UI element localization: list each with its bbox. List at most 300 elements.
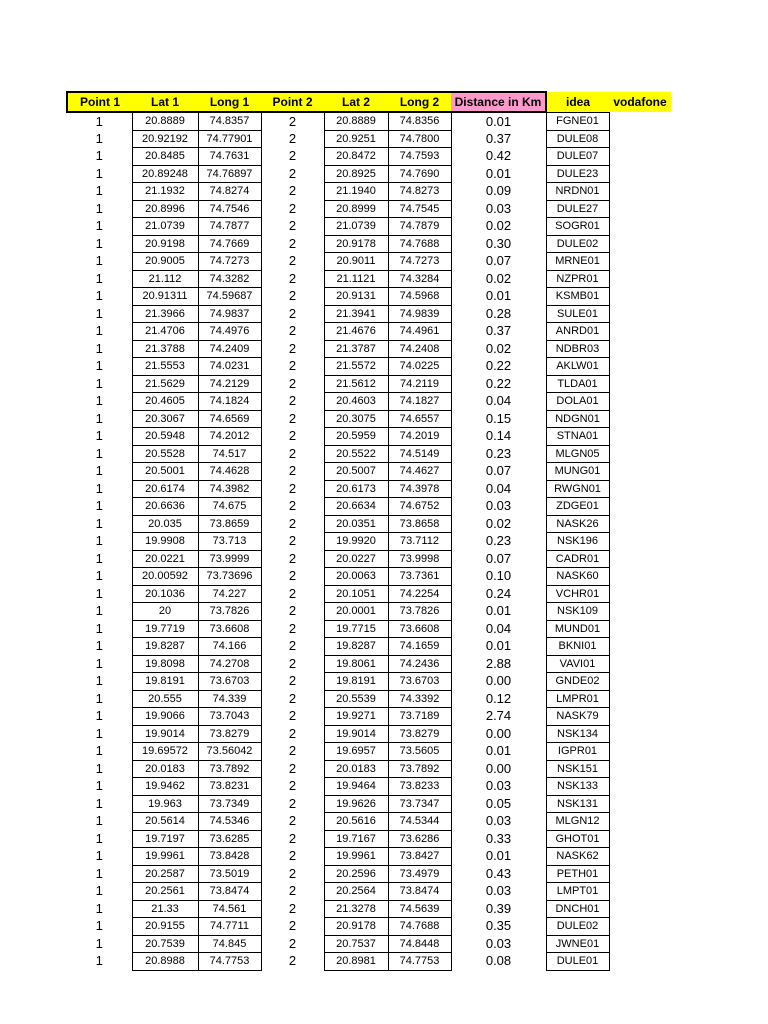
cell-lat2: 20.7537: [324, 935, 388, 953]
cell-distance: 0.15: [485, 410, 512, 426]
cell-vodafone: [609, 463, 671, 481]
cell-point1: 1: [95, 760, 103, 776]
cell-idea: MUNG01: [546, 463, 609, 481]
cell-long2: 74.7879: [388, 218, 451, 236]
cell-vodafone: [609, 428, 671, 446]
cell-vodafone: [609, 550, 671, 568]
cell-point1: 1: [95, 375, 103, 391]
cell-point1: 1: [95, 463, 103, 479]
cell-long1: 73.5019: [198, 865, 261, 883]
cell-idea: RWGN01: [546, 480, 609, 498]
cell-lat1: 20.00592: [132, 568, 198, 586]
cell-point1: 1: [95, 778, 103, 794]
cell-point2: 2: [288, 130, 297, 146]
cell-distance: 0.35: [485, 918, 512, 934]
table-row: [67, 410, 671, 428]
cell-point2: 2: [288, 760, 297, 776]
table-row: [67, 305, 671, 323]
cell-lat2: 19.7167: [324, 830, 388, 848]
cell-point1: 1: [95, 305, 103, 321]
cell-vodafone: [609, 708, 671, 726]
cell-lat2: 20.9131: [324, 288, 388, 306]
cell-long2: 74.7690: [388, 165, 451, 183]
table-row: [67, 288, 671, 306]
cell-lat1: 19.9014: [132, 725, 198, 743]
cell-distance: 0.37: [485, 130, 512, 146]
cell-lat1: 20.035: [132, 515, 198, 533]
cell-long1: 74.675: [198, 498, 261, 516]
cell-vodafone: [609, 655, 671, 673]
table-row: [67, 568, 671, 586]
cell-long2: 74.2119: [388, 375, 451, 393]
cell-point1: 1: [95, 270, 103, 286]
cell-point2: 2: [288, 708, 297, 724]
cell-vodafone: [609, 218, 671, 236]
cell-idea: NDBR03: [546, 340, 609, 358]
cell-distance: 0.01: [485, 113, 512, 129]
cell-point2: 2: [288, 445, 297, 461]
cell-idea: DULE02: [546, 235, 609, 253]
cell-idea: DULE08: [546, 130, 609, 148]
cell-lat2: 19.8061: [324, 655, 388, 673]
cell-distance: 0.03: [485, 813, 512, 829]
cell-lat2: 21.5572: [324, 358, 388, 376]
cell-lat1: 20.89248: [132, 165, 198, 183]
cell-point1: 1: [95, 165, 103, 181]
cell-point1: 1: [95, 673, 103, 689]
cell-point2: 2: [288, 358, 297, 374]
cell-lat1: 20.7539: [132, 935, 198, 953]
cell-point2: 2: [288, 883, 297, 899]
cell-point1: 1: [95, 550, 103, 566]
cell-lat2: 21.3278: [324, 900, 388, 918]
cell-lat2: 20.1051: [324, 585, 388, 603]
cell-lat1: 21.3966: [132, 305, 198, 323]
cell-point2: 2: [288, 270, 297, 286]
cell-vodafone: [609, 638, 671, 656]
table-row: [67, 463, 671, 481]
cell-long1: 74.6569: [198, 410, 261, 428]
cell-long1: 74.7273: [198, 253, 261, 271]
cell-point2: 2: [288, 410, 297, 426]
cell-point2: 2: [288, 778, 297, 794]
cell-point2: 2: [288, 690, 297, 706]
cell-lat1: 20.92192: [132, 130, 198, 148]
cell-long2: 74.0225: [388, 358, 451, 376]
cell-distance: 0.22: [485, 358, 512, 374]
cell-distance: 0.01: [485, 848, 512, 864]
cell-long1: 73.8428: [198, 848, 261, 866]
header-distance: Distance in Km: [451, 92, 546, 112]
cell-lat1: 20.91311: [132, 288, 198, 306]
cell-idea: MRNE01: [546, 253, 609, 271]
cell-idea: KSMB01: [546, 288, 609, 306]
cell-idea: VAVI01: [546, 655, 609, 673]
cell-lat2: 20.0351: [324, 515, 388, 533]
cell-vodafone: [609, 865, 671, 883]
cell-long2: 74.7688: [388, 235, 451, 253]
cell-long2: 73.8427: [388, 848, 451, 866]
cell-long2: 74.7273: [388, 253, 451, 271]
cell-distance: 0.10: [485, 568, 512, 584]
cell-distance: 0.42: [485, 148, 512, 164]
table-row: [67, 620, 671, 638]
cell-vodafone: [609, 235, 671, 253]
cell-long2: 74.3392: [388, 690, 451, 708]
cell-vodafone: [609, 830, 671, 848]
cell-long2: 73.8658: [388, 515, 451, 533]
cell-idea: DULE27: [546, 200, 609, 218]
cell-idea: DNCH01: [546, 900, 609, 918]
table-row: [67, 795, 671, 813]
cell-point2: 2: [288, 393, 297, 409]
cell-long2: 74.3284: [388, 270, 451, 288]
cell-lat2: 20.9178: [324, 235, 388, 253]
cell-long1: 74.1824: [198, 393, 261, 411]
cell-long1: 73.6285: [198, 830, 261, 848]
cell-point2: 2: [288, 918, 297, 934]
cell-long2: 74.7753: [388, 953, 451, 971]
cell-point1: 1: [95, 848, 103, 864]
cell-distance: 0.04: [485, 480, 512, 496]
cell-point1: 1: [95, 218, 103, 234]
cell-lat2: 21.0739: [324, 218, 388, 236]
header-point1: Point 1: [67, 92, 132, 112]
cell-idea: NZPR01: [546, 270, 609, 288]
header-long2: Long 2: [388, 92, 451, 112]
cell-long2: 74.7800: [388, 130, 451, 148]
cell-lat2: 21.3941: [324, 305, 388, 323]
cell-point1: 1: [95, 725, 103, 741]
cell-point1: 1: [95, 568, 103, 584]
table-row: [67, 918, 671, 936]
cell-point2: 2: [288, 113, 297, 129]
cell-idea: NSK133: [546, 778, 609, 796]
cell-long1: 74.4976: [198, 323, 261, 341]
cell-lat2: 20.2596: [324, 865, 388, 883]
cell-point1: 1: [95, 393, 103, 409]
table-row: [67, 883, 671, 901]
cell-idea: JWNE01: [546, 935, 609, 953]
cell-long2: 74.8448: [388, 935, 451, 953]
cell-lat1: 21.4706: [132, 323, 198, 341]
cell-lat2: 19.9961: [324, 848, 388, 866]
table-row: [67, 743, 671, 761]
table-row: [67, 340, 671, 358]
table-row: [67, 690, 671, 708]
cell-vodafone: [609, 603, 671, 621]
header-point2: Point 2: [261, 92, 324, 112]
cell-idea: NSK196: [546, 533, 609, 551]
cell-lat2: 20.5007: [324, 463, 388, 481]
table-row: [67, 253, 671, 271]
cell-point2: 2: [288, 515, 297, 531]
cell-long2: 73.7826: [388, 603, 451, 621]
cell-long1: 74.561: [198, 900, 261, 918]
cell-point1: 1: [95, 743, 103, 759]
cell-distance: 0.04: [485, 620, 512, 636]
cell-point2: 2: [288, 463, 297, 479]
cell-long1: 74.59687: [198, 288, 261, 306]
cell-idea: NDGN01: [546, 410, 609, 428]
table-row: [67, 533, 671, 551]
cell-point2: 2: [288, 900, 297, 916]
cell-long2: 74.6557: [388, 410, 451, 428]
cell-distance: 0.03: [485, 778, 512, 794]
cell-point2: 2: [288, 340, 297, 356]
cell-lat1: 20: [132, 603, 198, 621]
cell-long1: 74.7631: [198, 148, 261, 166]
cell-vodafone: [609, 743, 671, 761]
cell-long1: 73.8474: [198, 883, 261, 901]
cell-long1: 73.7349: [198, 795, 261, 813]
cell-lat2: 19.8191: [324, 673, 388, 691]
header-long1: Long 1: [198, 92, 261, 112]
cell-vodafone: [609, 935, 671, 953]
cell-long2: 74.9839: [388, 305, 451, 323]
cell-long2: 74.6752: [388, 498, 451, 516]
cell-lat1: 19.8191: [132, 673, 198, 691]
cell-vodafone: [609, 515, 671, 533]
cell-lat1: 20.5528: [132, 445, 198, 463]
cell-lat2: 20.6634: [324, 498, 388, 516]
cell-long2: 74.3978: [388, 480, 451, 498]
cell-distance: 0.22: [485, 375, 512, 391]
cell-vodafone: [609, 305, 671, 323]
cell-point1: 1: [95, 235, 103, 251]
cell-distance: 0.01: [485, 743, 512, 759]
cell-vodafone: [609, 795, 671, 813]
cell-point1: 1: [95, 253, 103, 269]
cell-distance: 0.03: [485, 935, 512, 951]
cell-long2: 73.8474: [388, 883, 451, 901]
cell-long1: 74.76897: [198, 165, 261, 183]
cell-vodafone: [609, 130, 671, 148]
cell-lat1: 20.8996: [132, 200, 198, 218]
cell-long2: 74.4961: [388, 323, 451, 341]
cell-idea: MLGN12: [546, 813, 609, 831]
cell-long2: 74.5639: [388, 900, 451, 918]
cell-idea: ZDGE01: [546, 498, 609, 516]
table-row: [67, 848, 671, 866]
cell-long2: 73.8279: [388, 725, 451, 743]
cell-point2: 2: [288, 480, 297, 496]
cell-lat1: 20.6636: [132, 498, 198, 516]
cell-lat1: 20.1036: [132, 585, 198, 603]
cell-long1: 73.6608: [198, 620, 261, 638]
cell-long1: 74.4628: [198, 463, 261, 481]
cell-point2: 2: [288, 165, 297, 181]
cell-long2: 73.5605: [388, 743, 451, 761]
cell-long2: 73.4979: [388, 865, 451, 883]
cell-lat1: 21.112: [132, 270, 198, 288]
table-row: [67, 148, 671, 166]
cell-point2: 2: [288, 200, 297, 216]
cell-long2: 74.1827: [388, 393, 451, 411]
cell-point1: 1: [95, 445, 103, 461]
cell-point1: 1: [95, 410, 103, 426]
cell-idea: CADR01: [546, 550, 609, 568]
cell-point2: 2: [288, 865, 297, 881]
cell-vodafone: [609, 183, 671, 201]
cell-long1: 73.9999: [198, 550, 261, 568]
cell-point2: 2: [288, 585, 297, 601]
cell-long2: 74.5968: [388, 288, 451, 306]
cell-lat2: 20.2564: [324, 883, 388, 901]
cell-vodafone: [609, 410, 671, 428]
cell-lat1: 20.5001: [132, 463, 198, 481]
cell-vodafone: [609, 900, 671, 918]
cell-lat2: 21.4676: [324, 323, 388, 341]
cell-distance: 0.07: [485, 253, 512, 269]
cell-idea: NSK131: [546, 795, 609, 813]
table-row: [67, 515, 671, 533]
cell-idea: LMPR01: [546, 690, 609, 708]
cell-long2: 74.2254: [388, 585, 451, 603]
cell-long2: 73.7189: [388, 708, 451, 726]
cell-lat1: 21.5553: [132, 358, 198, 376]
cell-point1: 1: [95, 130, 103, 146]
cell-distance: 0.00: [485, 725, 512, 741]
cell-lat2: 20.4603: [324, 393, 388, 411]
cell-idea: MUND01: [546, 620, 609, 638]
cell-distance: 0.00: [485, 760, 512, 776]
cell-point1: 1: [95, 603, 103, 619]
table-row: [67, 550, 671, 568]
cell-idea: FGNE01: [546, 112, 609, 130]
cell-long2: 73.7361: [388, 568, 451, 586]
cell-idea: NASK60: [546, 568, 609, 586]
cell-lat1: 20.6174: [132, 480, 198, 498]
cell-point1: 1: [95, 183, 103, 199]
cell-lat2: 20.6173: [324, 480, 388, 498]
cell-vodafone: [609, 445, 671, 463]
cell-idea: DULE23: [546, 165, 609, 183]
cell-vodafone: [609, 253, 671, 271]
cell-long1: 74.7711: [198, 918, 261, 936]
cell-distance: 2.74: [485, 708, 512, 724]
cell-lat2: 20.5616: [324, 813, 388, 831]
cell-idea: DULE01: [546, 953, 609, 971]
cell-long2: 74.2408: [388, 340, 451, 358]
cell-lat1: 20.2587: [132, 865, 198, 883]
cell-lat1: 19.8098: [132, 655, 198, 673]
cell-lat1: 21.3788: [132, 340, 198, 358]
cell-lat2: 20.0183: [324, 760, 388, 778]
cell-point1: 1: [95, 655, 103, 671]
cell-distance: 0.24: [485, 585, 512, 601]
table-row: [67, 428, 671, 446]
cell-vodafone: [609, 165, 671, 183]
cell-lat2: 21.1940: [324, 183, 388, 201]
cell-idea: NRDN01: [546, 183, 609, 201]
cell-point2: 2: [288, 813, 297, 829]
cell-point1: 1: [95, 288, 103, 304]
cell-lat2: 20.5539: [324, 690, 388, 708]
cell-lat2: 19.9014: [324, 725, 388, 743]
table-row: [67, 183, 671, 201]
cell-point1: 1: [95, 358, 103, 374]
cell-vodafone: [609, 953, 671, 971]
cell-idea: NSK109: [546, 603, 609, 621]
cell-distance: 0.07: [485, 550, 512, 566]
cell-lat2: 19.9464: [324, 778, 388, 796]
cell-long2: 73.9998: [388, 550, 451, 568]
cell-idea: NSK134: [546, 725, 609, 743]
cell-point1: 1: [95, 795, 103, 811]
cell-lat1: 20.5614: [132, 813, 198, 831]
cell-long1: 73.8659: [198, 515, 261, 533]
cell-lat2: 20.5522: [324, 445, 388, 463]
cell-lat1: 19.9961: [132, 848, 198, 866]
cell-lat1: 20.555: [132, 690, 198, 708]
cell-distance: 0.09: [485, 183, 512, 199]
cell-idea: BKNI01: [546, 638, 609, 656]
cell-point2: 2: [288, 638, 297, 654]
cell-vodafone: [609, 200, 671, 218]
table-row: [67, 112, 671, 130]
cell-vodafone: [609, 778, 671, 796]
cell-vodafone: [609, 393, 671, 411]
cell-point1: 1: [95, 918, 103, 934]
cell-distance: 0.02: [485, 515, 512, 531]
cell-long1: 74.77901: [198, 130, 261, 148]
cell-distance: 0.23: [485, 445, 512, 461]
cell-point2: 2: [288, 673, 297, 689]
cell-lat1: 19.9908: [132, 533, 198, 551]
cell-idea: AKLW01: [546, 358, 609, 376]
table-row: [67, 673, 671, 691]
cell-long2: 73.7112: [388, 533, 451, 551]
cell-point1: 1: [95, 708, 103, 724]
cell-point2: 2: [288, 848, 297, 864]
cell-long1: 74.2129: [198, 375, 261, 393]
cell-long2: 74.7688: [388, 918, 451, 936]
cell-point2: 2: [288, 253, 297, 269]
cell-point1: 1: [95, 323, 103, 339]
cell-distance: 0.33: [485, 830, 512, 846]
cell-point1: 1: [95, 953, 103, 969]
cell-distance: 2.88: [485, 655, 512, 671]
table-row: [67, 813, 671, 831]
cell-long2: 74.1659: [388, 638, 451, 656]
cell-distance: 0.23: [485, 533, 512, 549]
cell-lat1: 19.8287: [132, 638, 198, 656]
cell-lat2: 20.8925: [324, 165, 388, 183]
cell-lat1: 19.9066: [132, 708, 198, 726]
table-row: [67, 830, 671, 848]
cell-distance: 0.02: [485, 218, 512, 234]
table-row: [67, 760, 671, 778]
cell-distance: 0.01: [485, 638, 512, 654]
cell-point1: 1: [95, 428, 103, 444]
cell-long1: 73.713: [198, 533, 261, 551]
cell-long2: 74.7545: [388, 200, 451, 218]
cell-lat1: 21.0739: [132, 218, 198, 236]
cell-lat1: 20.9005: [132, 253, 198, 271]
cell-vodafone: [609, 568, 671, 586]
cell-point2: 2: [288, 568, 297, 584]
cell-lat2: 20.5959: [324, 428, 388, 446]
cell-point2: 2: [288, 533, 297, 549]
header-lat2: Lat 2: [324, 92, 388, 112]
cell-long1: 74.7546: [198, 200, 261, 218]
cell-vodafone: [609, 288, 671, 306]
cell-point1: 1: [95, 865, 103, 881]
cell-long2: 74.2019: [388, 428, 451, 446]
cell-point1: 1: [95, 638, 103, 654]
cell-lat2: 19.7715: [324, 620, 388, 638]
